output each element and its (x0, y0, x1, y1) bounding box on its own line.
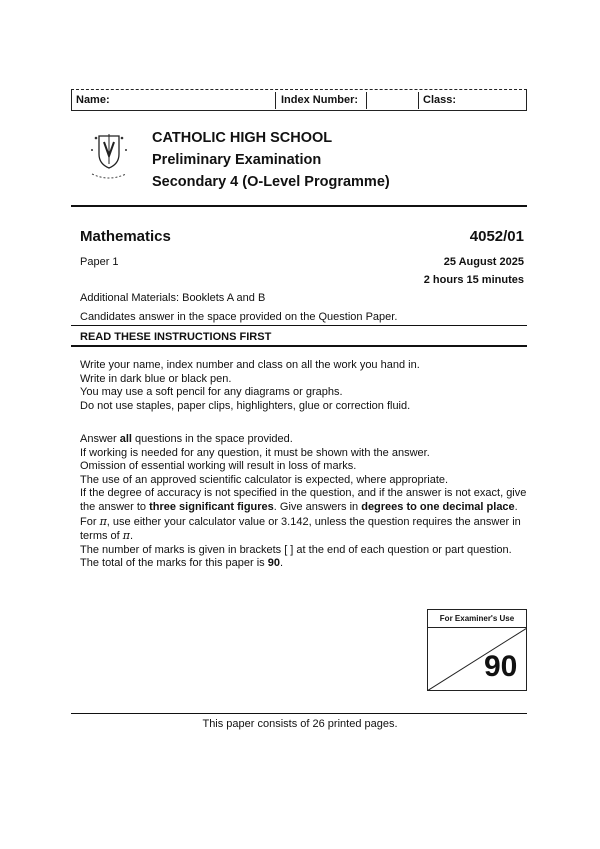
subject-title: Mathematics (80, 228, 171, 245)
school-crest-icon (86, 130, 132, 182)
info-divider (275, 92, 276, 109)
info-divider (418, 92, 419, 109)
instruction-line: You may use a soft pencil for any diagrams or graphs. (80, 386, 343, 399)
exam-duration: 2 hours 15 minutes (423, 274, 524, 286)
instruction-line: Write in dark blue or black pen. (80, 372, 232, 385)
index-number-label: Index Number: (281, 94, 359, 106)
school-name: CATHOLIC HIGH SCHOOL (152, 130, 333, 146)
paper-number: Paper 1 (80, 256, 119, 268)
exam-date: 25 August 2025 (443, 256, 524, 268)
divider-rule (71, 205, 527, 207)
instructions-title: READ THESE INSTRUCTIONS FIRST (80, 331, 272, 343)
page-count-footer: This paper consists of 26 printed pages. (202, 718, 398, 730)
instruction-line: Omission of essential working will result in loss of marks. (80, 460, 357, 473)
name-label: Name: (76, 94, 110, 106)
paper-code: 4052/01 (469, 228, 524, 245)
instruction-line: For π, use either your calculator value or 3.142, unless the question requires the answer in terms of π. (80, 514, 521, 543)
examiner-use-heading: For Examiner's Use (427, 609, 527, 628)
answer-instructions (80, 433, 532, 571)
info-divider (366, 92, 367, 109)
instruction-line: Do not use staples, paper clips, highlighters, glue or correction fluid. (80, 399, 411, 412)
instruction-line: If working is needed for any question, it must be shown with the answer. (80, 446, 430, 459)
exam-name: Preliminary Examination (152, 152, 322, 168)
instruction-line: The number of marks is given in brackets [ ] at the end of each question or part question. (80, 543, 512, 556)
general-instructions (80, 359, 532, 413)
divider-rule (71, 325, 527, 326)
instruction-line: Write your name, index number and class on all the work you hand in. (80, 359, 420, 371)
candidates-note: Candidates answer in the space provided on the Question Paper. (80, 311, 398, 323)
class-label: Class: (423, 94, 457, 106)
programme-name: Secondary 4 (O-Level Programme) (152, 174, 390, 190)
divider-rule (71, 345, 527, 347)
examiner-total-marks: 90 (484, 650, 518, 683)
instruction-line: The use of an approved scientific calculator is expected, where appropriate. (80, 473, 449, 486)
footer-rule (71, 713, 527, 714)
instruction-line: If the degree of accuracy is not specified in the question, and if the answer is not exact, give the answer to three significant figures. Give answers in degrees to one decimal place. (80, 487, 527, 513)
instruction-line: The total of the marks for this paper is 90. (80, 557, 284, 570)
instruction-line: Answer all questions in the space provided. (80, 433, 293, 445)
additional-materials: Additional Materials: Booklets A and B (80, 292, 266, 304)
